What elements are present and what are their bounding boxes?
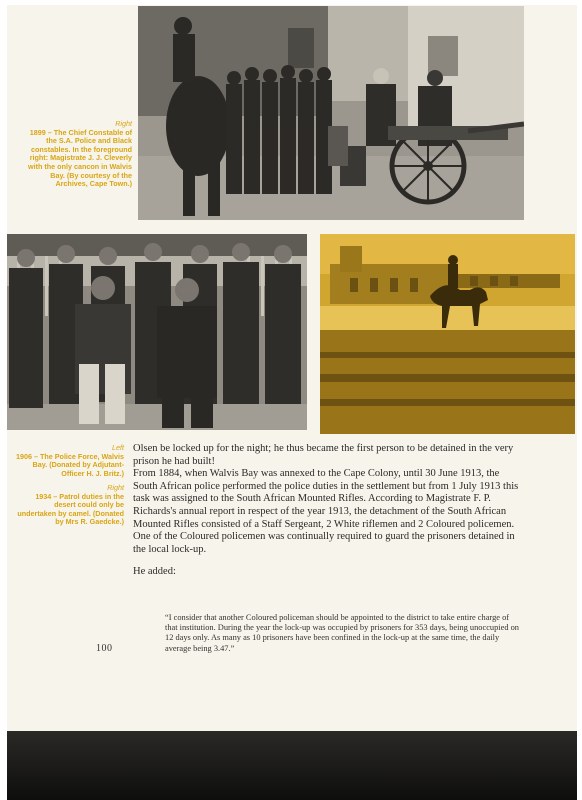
paragraph: He added:: [133, 566, 176, 578]
photo-police-1899: [138, 6, 524, 220]
photo-camel-patrol-1934: [320, 234, 575, 434]
caption-camel-patrol-1934: [16, 484, 124, 527]
paragraph: From 1884, when Walvis Bay was annexed to the Cape Colony, until 30 June 1913, the South African police performed the police duties in the settlement but from 1 July 1913 this task was assigned to the South African Mounted Rifles. According to Magistrate F. P. Richards's annual report in respect of the year 1913, the detachment of the South African Mounted Rifles consisted of a Staff Sergeant, 2 White riflemen and 2 Coloured policemen. One of the Coloured policemen was continually required to guard the prisoners detained in the local lock-up.: [133, 468, 519, 555]
page-number: 100: [96, 643, 113, 654]
caption-direction: Left: [112, 443, 124, 452]
scan-background: [7, 731, 577, 800]
caption-text: 1934 – Patrol duties in the desert could only be undertaken by camel. (Donated by Mrs R. Gaedcke.): [17, 491, 124, 527]
paragraph: Olsen be locked up for the night; he thus became the first person to be detained in the very prison he had built!: [133, 443, 514, 467]
caption-text: 1906 – The Police Force, Walvis Bay. (Donated by Adjutant-Officer H. J. Britz.): [16, 451, 124, 478]
caption-direction: Right: [115, 119, 132, 128]
body-text: [133, 443, 521, 579]
caption-text: 1899 – The Chief Constable of the S.A. Police and Black constables. In the foreground right: Magistrate J. J. Cleverly with the only cancon in Walvis Bay. (By courtesy of the Archives, Cape Town.): [28, 127, 132, 189]
caption-police-1899: [24, 120, 132, 189]
caption-police-force-1906: [16, 444, 124, 478]
photo-police-force-1906: [7, 234, 307, 430]
block-quote: “I consider that another Coloured policeman should be appointed to the district to take entire charge of that institution. During the year the lock-up was occupied by prisoners for 353 days, being unoccupied on 12 days only. As many as 10 prisoners have been confined in the lock-up at the same time, the daily average being 3.47.”: [165, 613, 519, 653]
caption-direction: Right: [107, 483, 124, 492]
